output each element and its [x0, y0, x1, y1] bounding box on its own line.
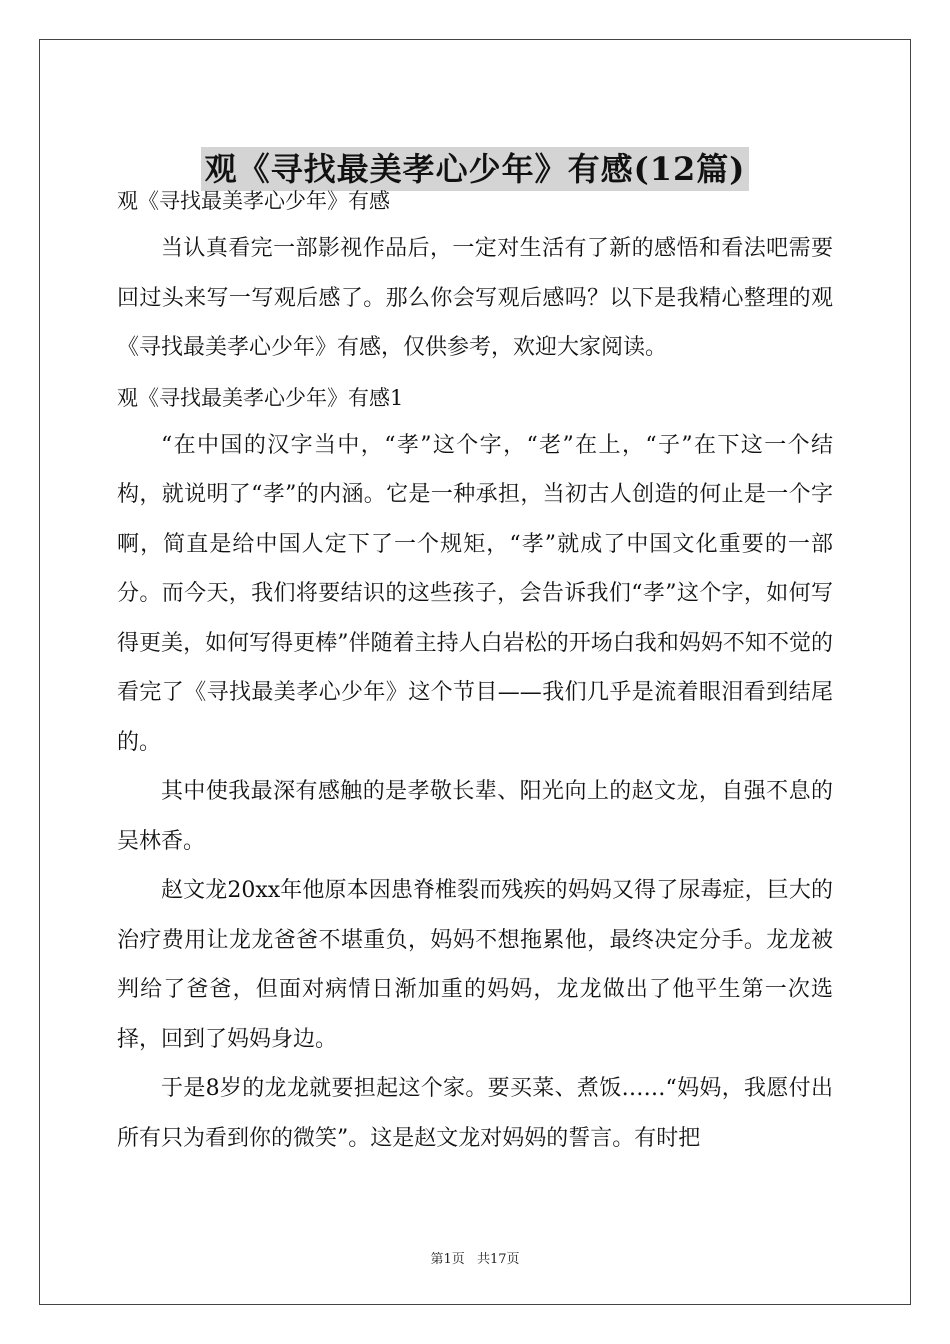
- section-heading: 观《寻找最美孝心少年》有感: [117, 189, 390, 213]
- section-heading: 观《寻找最美孝心少年》有感1: [117, 385, 404, 410]
- body-paragraph: 于是8岁的龙龙就要担起这个家。要买菜、煮饭……“妈妈，我愿付出所有只为看到你的微笑”。这是赵文龙对妈妈的誓言。有时把: [117, 1076, 833, 1151]
- page-footer: [0, 1248, 950, 1267]
- body-paragraph: 其中使我最深有感触的是孝敬长辈、阳光向上的赵文龙，自强不息的吴林香。: [117, 779, 833, 854]
- page-number: 第1页: [430, 1252, 465, 1267]
- body-paragraph: “在中国的汉字当中，“孝”这个字，“老”在上，“子”在下这一个结构，就说明了“孝”的内涵。它是一种承担，当初古人创造的何止是一个字啊，简直是给中国人定下了一个规矩，“孝”就成了中国文化重要的一部分。而今天，我们将要结识的这些孩子，会告诉我们“孝”这个字，如何写得更美，如何写得更棒”伴随着主持人白岩松的开场白我和妈妈不知不觉的看完了《寻找最美孝心少年》这个节目——我们几乎是流着眼泪看到结尾的。: [117, 432, 833, 755]
- document-body: [117, 178, 833, 1163]
- intro-paragraph: 当认真看完一部影视作品后，一定对生活有了新的感悟和看法吧需要回过头来写一写观后感了。那么你会写观后感吗？以下是我精心整理的观《寻找最美孝心少年》有感，仅供参考，欢迎大家阅读。: [117, 236, 833, 360]
- page-total: 共17页: [476, 1252, 520, 1267]
- document-title: 观《寻找最美孝心少年》有感(12篇): [201, 147, 750, 191]
- body-paragraph: 赵文龙20xx年他原本因患脊椎裂而残疾的妈妈又得了尿毒症，巨大的治疗费用让龙龙爸爸不堪重负，妈妈不想拖累他，最终决定分手。龙龙被判给了爸爸，但面对病情日渐加重的妈妈，龙龙做出了他平生第一次选择，回到了妈妈身边。: [117, 878, 833, 1052]
